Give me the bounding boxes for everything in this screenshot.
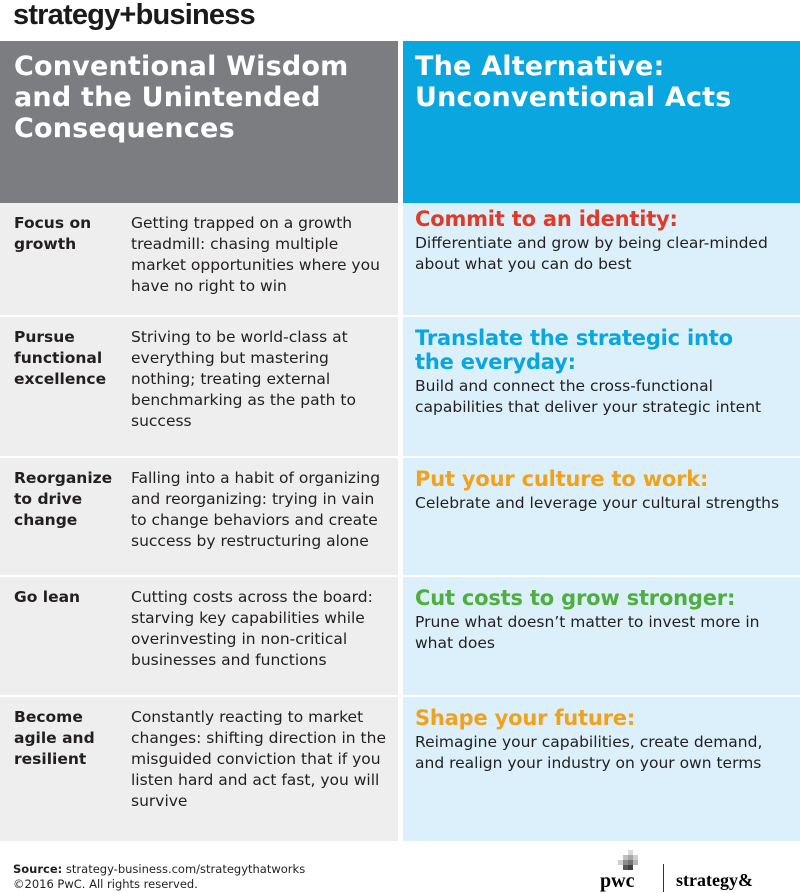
alternative-title: The Alternative: Unconventional Acts xyxy=(415,51,732,113)
row-alt-title: Cut costs to grow stronger: xyxy=(415,586,736,610)
row-left-cell xyxy=(0,577,398,695)
source-label: Source: xyxy=(13,862,63,876)
source-link[interactable]: strategy-business.com/strategythatworks xyxy=(65,862,306,876)
row-alt-description: Differentiate and grow by being clear-minded about what you can do best xyxy=(415,234,768,273)
row-alt-title: Shape your future: xyxy=(415,706,636,730)
row-left-cell xyxy=(0,203,398,315)
row-alt-title: Translate the strategic into the everyday: xyxy=(415,326,733,374)
row-topic: Go lean xyxy=(14,588,81,606)
copyright-text: ©2016 PwC. All rights reserved. xyxy=(13,877,198,891)
row-topic: Pursue functional excellence xyxy=(14,328,107,388)
row-right-cell xyxy=(403,697,800,841)
table-row xyxy=(0,458,800,575)
row-alt-description: Build and connect the cross-functional capabilities that deliver your strategic intent xyxy=(415,377,762,416)
table-row xyxy=(0,203,800,315)
alternative-header xyxy=(403,41,800,203)
table-row xyxy=(0,317,800,456)
row-left-cell xyxy=(0,317,398,456)
row-topic: Reorganize to drive change xyxy=(14,469,113,529)
row-left-cell xyxy=(0,697,398,841)
row-left-cell xyxy=(0,458,398,575)
row-alt-description: Celebrate and leverage your cultural strengths xyxy=(415,494,780,512)
row-right-cell xyxy=(403,577,800,695)
pwc-logo-text: pwc xyxy=(600,870,635,892)
table-row xyxy=(0,577,800,695)
row-description: Getting trapped on a growth treadmill: chasing multiple market opportunities where you have no right to win xyxy=(131,214,380,295)
row-topic: Focus on growth xyxy=(14,214,92,253)
logo-divider xyxy=(663,864,664,892)
row-alt-description: Reimagine your capabilities, create demand, and realign your industry on your own terms xyxy=(415,733,763,772)
footer-source xyxy=(13,862,305,892)
row-description: Falling into a habit of organizing and reorganizing: trying in vain to change behaviors and create success by restructuring alone xyxy=(131,469,381,550)
row-description: Constantly reacting to market changes: shifting direction in the misguided conviction that if you listen hard and act fast, you will survive xyxy=(131,708,386,810)
brand-logo-text: strategy+business xyxy=(13,0,255,31)
row-right-cell xyxy=(403,317,800,456)
row-alt-title: Put your culture to work: xyxy=(415,467,709,491)
row-description: Striving to be world-class at everything but mastering nothing; treating external benchmarking as the path to success xyxy=(131,328,356,430)
table-row xyxy=(0,697,800,841)
row-alt-description: Prune what doesn’t matter to invest more in what does xyxy=(415,613,760,652)
row-description: Cutting costs across the board: starving key capabilities while overinvesting in non-critical businesses and functions xyxy=(131,588,373,669)
conventional-wisdom-header xyxy=(0,41,398,203)
row-alt-title: Commit to an identity: xyxy=(415,207,678,231)
strategyand-logo-text: strategy& xyxy=(676,870,753,890)
conventional-wisdom-title: Conventional Wisdom and the Unintended Consequences xyxy=(14,51,349,144)
footer-logos xyxy=(586,850,786,892)
row-topic: Become agile and resilient xyxy=(14,708,95,768)
row-right-cell xyxy=(403,203,800,315)
row-right-cell xyxy=(403,458,800,575)
